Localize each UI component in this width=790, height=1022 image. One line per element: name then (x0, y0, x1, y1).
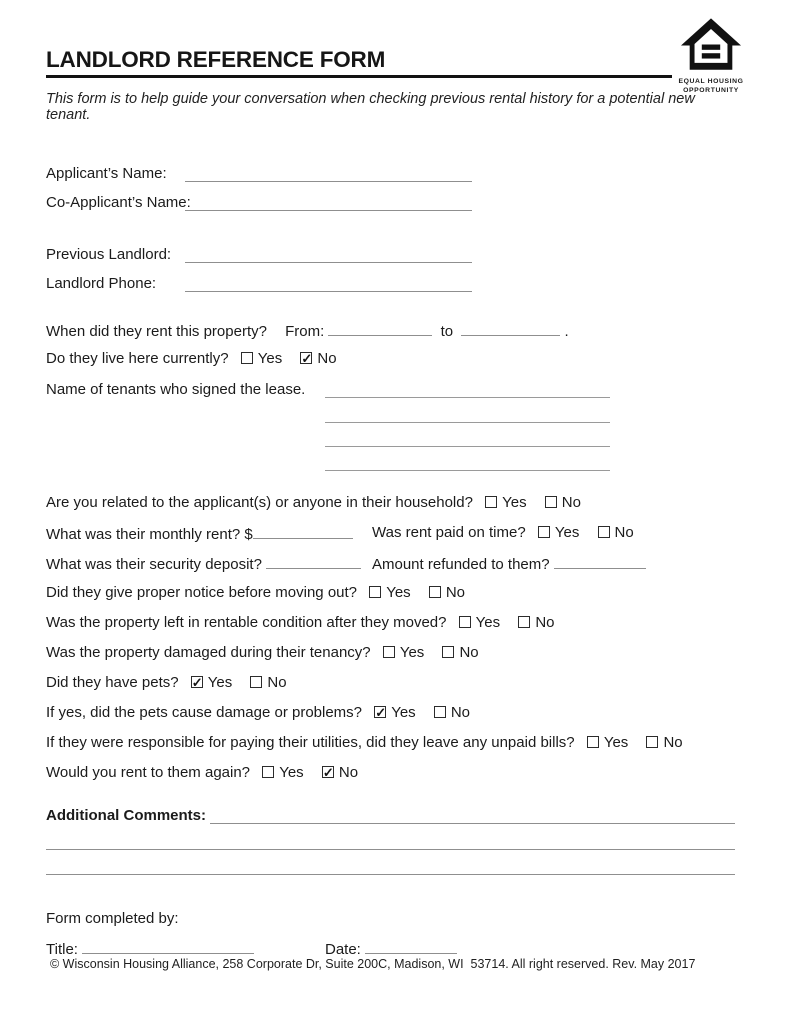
page-title: LANDLORD REFERENCE FORM (46, 47, 386, 72)
yes-label: Yes (279, 764, 304, 781)
monthly-rent-input-line[interactable] (253, 524, 353, 539)
previous-landlord-label: Previous Landlord: (46, 246, 172, 263)
pets-question: Did they have pets? (46, 674, 179, 691)
related-row (46, 494, 735, 512)
proper-notice-row (46, 584, 735, 602)
yes-label: Yes (391, 704, 416, 721)
rentable-condition-no-checkbox[interactable] (518, 616, 530, 628)
landlord-section (46, 246, 735, 293)
equal-housing-opportunity-logo (674, 17, 748, 95)
rent-again-row (46, 764, 735, 782)
property-damaged-yes-checkbox[interactable] (383, 646, 395, 658)
date-label: Date: (325, 941, 361, 958)
house-equal-sign-icon (680, 59, 742, 76)
yes-label: Yes (386, 584, 411, 601)
logo-caption-line1: EQUAL HOUSING (678, 78, 744, 85)
co-applicant-name-label: Co-Applicant’s Name: (46, 194, 191, 211)
pets-no-checkbox[interactable] (250, 676, 262, 688)
pets-damage-question: If yes, did the pets cause damage or problems? (46, 704, 363, 721)
copyright-footer: © Wisconsin Housing Alliance, 258 Corporate Dr, Suite 200C, Madison, WI 53714. All right reserved. Rev. May 2017 (50, 957, 696, 971)
rent-on-time-yes-checkbox[interactable] (538, 526, 550, 538)
unpaid-bills-question: If they were responsible for paying their utilities, did they leave any unpaid bills? (46, 734, 575, 751)
proper-notice-question: Did they give proper notice before moving out? (46, 584, 358, 601)
security-deposit-input-line[interactable] (266, 554, 361, 569)
yes-label: Yes (257, 350, 283, 367)
completed-by-section (46, 910, 735, 957)
rent-on-time-no-checkbox[interactable] (598, 526, 610, 538)
date-from-input-line[interactable] (328, 321, 432, 336)
applicant-name-row (46, 165, 472, 183)
rent-again-no-checkbox[interactable] (322, 766, 334, 778)
property-damaged-question: Was the property damaged during their tenancy? (46, 644, 371, 661)
rent-period-question: When did they rent this property? (46, 323, 267, 340)
yes-label: Yes (399, 644, 425, 661)
comments-line-3[interactable] (46, 850, 735, 875)
no-label: No (561, 494, 581, 511)
security-deposit-question: What was their security deposit? (46, 556, 262, 573)
amount-refunded-question: Amount refunded to them? (372, 556, 550, 573)
unpaid-bills-no-checkbox[interactable] (646, 736, 658, 748)
comments-section (46, 807, 735, 875)
yes-label: Yes (603, 734, 629, 751)
no-label: No (614, 524, 634, 541)
tenants-extra-lines (46, 399, 735, 471)
rentable-condition-yes-checkbox[interactable] (459, 616, 471, 628)
co-applicant-name-input-line[interactable] (185, 194, 472, 211)
yes-label: Yes (554, 524, 580, 541)
additional-comments-label: Additional Comments: (46, 807, 206, 824)
previous-landlord-input-line[interactable] (185, 246, 472, 263)
tenant-names-line-2[interactable] (325, 399, 610, 423)
page-header (46, 47, 672, 78)
landlord-phone-label: Landlord Phone: (46, 275, 157, 292)
questions-section (46, 494, 735, 782)
unpaid-bills-yes-checkbox[interactable] (587, 736, 599, 748)
rent-period-row (46, 321, 735, 339)
no-label: No (338, 764, 359, 781)
proper-notice-yes-checkbox[interactable] (369, 586, 381, 598)
period-suffix: . (564, 323, 569, 340)
date-input-line[interactable] (365, 939, 457, 954)
pets-damage-no-checkbox[interactable] (434, 706, 446, 718)
rentable-condition-row (46, 614, 735, 632)
security-deposit-row (46, 554, 735, 572)
no-label: No (445, 584, 466, 601)
landlord-phone-input-line[interactable] (185, 275, 472, 292)
rent-again-question: Would you rent to them again? (46, 764, 251, 781)
tenant-names-line-4[interactable] (325, 447, 610, 471)
previous-landlord-row (46, 246, 472, 264)
applicant-section (46, 165, 735, 212)
related-yes-checkbox[interactable] (485, 496, 497, 508)
applicant-name-input-line[interactable] (185, 165, 472, 182)
no-label: No (450, 704, 471, 721)
yes-label: Yes (475, 614, 501, 631)
live-currently-yes-checkbox[interactable] (241, 352, 253, 364)
live-currently-no-checkbox[interactable] (300, 352, 312, 364)
comments-line-1[interactable] (210, 807, 735, 824)
unpaid-bills-row (46, 734, 735, 752)
rent-on-time-question: Was rent paid on time? (372, 524, 526, 541)
date-to-input-line[interactable] (461, 321, 560, 336)
to-label: to (440, 323, 454, 340)
proper-notice-no-checkbox[interactable] (429, 586, 441, 598)
form-completed-by-label: Form completed by: (46, 910, 179, 927)
logo-caption-line2: OPPORTUNITY (683, 87, 739, 94)
tenants-question: Name of tenants who signed the lease. (46, 381, 306, 398)
pets-damage-row (46, 704, 735, 722)
no-label: No (459, 644, 479, 661)
title-date-row (46, 939, 735, 957)
live-currently-row (46, 350, 735, 368)
rentable-condition-question: Was the property left in rentable condition after they moved? (46, 614, 447, 631)
amount-refunded-input-line[interactable] (554, 554, 646, 569)
pets-row (46, 674, 735, 692)
property-damaged-no-checkbox[interactable] (442, 646, 454, 658)
tenant-names-line-3[interactable] (325, 423, 610, 447)
related-no-checkbox[interactable] (545, 496, 557, 508)
no-label: No (317, 350, 337, 367)
title-input-line[interactable] (82, 939, 254, 954)
no-label: No (535, 614, 555, 631)
related-question: Are you related to the applicant(s) or anyone in their household? (46, 494, 473, 511)
comments-label-row (46, 807, 735, 825)
property-damaged-row (46, 644, 735, 662)
yes-label: Yes (502, 494, 527, 511)
monthly-rent-row (46, 524, 735, 542)
co-applicant-name-row (46, 194, 472, 212)
landlord-phone-row (46, 275, 472, 293)
monthly-rent-question: What was their monthly rent? $ (46, 526, 253, 543)
from-label: From: (285, 323, 325, 340)
comments-line-2[interactable] (46, 825, 735, 850)
applicant-name-label: Applicant’s Name: (46, 165, 167, 182)
tenancy-section (46, 321, 735, 471)
no-label: No (267, 674, 287, 691)
pets-yes-checkbox[interactable] (191, 676, 203, 688)
form-description: This form is to help guide your conversation when checking previous rental history for a potential new tenant. (46, 91, 695, 123)
tenants-row (46, 381, 735, 399)
tenant-names-line-1[interactable] (325, 381, 610, 398)
rent-again-yes-checkbox[interactable] (262, 766, 274, 778)
pets-damage-yes-checkbox[interactable] (374, 706, 386, 718)
title-label: Title: (46, 941, 78, 958)
yes-label: Yes (207, 674, 233, 691)
live-currently-question: Do they live here currently? (46, 350, 229, 367)
no-label: No (663, 734, 683, 751)
